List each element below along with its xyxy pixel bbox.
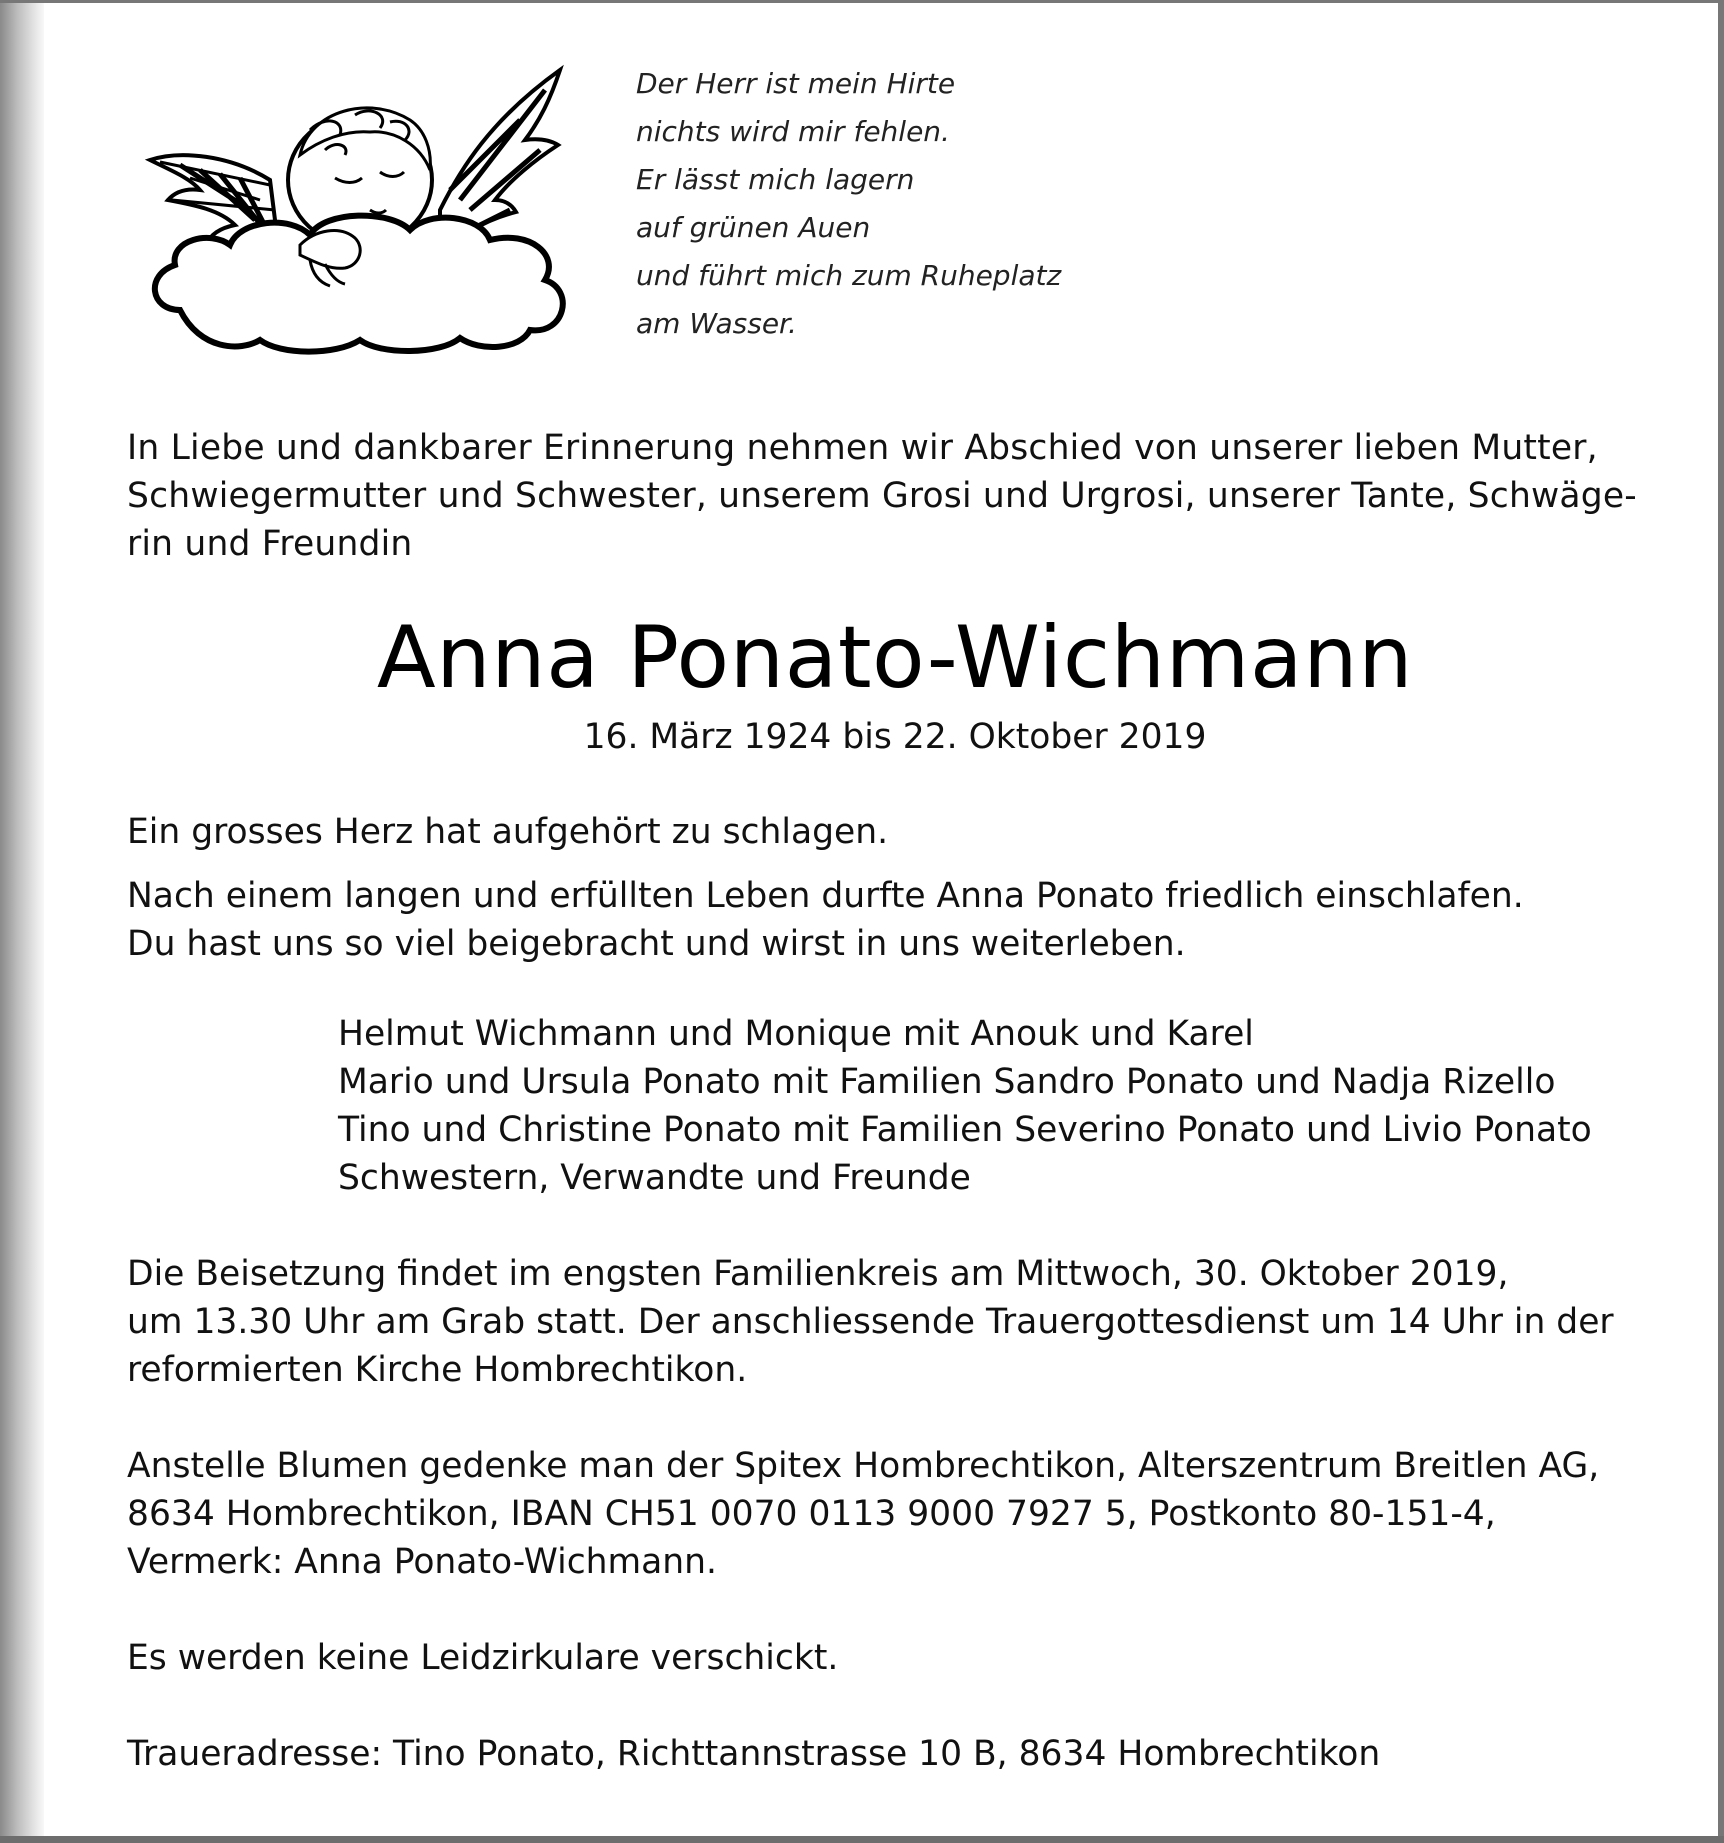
funeral-line: reformierten Kirche Hombrechtikon. [127,1350,748,1390]
funeral-line: um 13.30 Uhr am Grab statt. Der anschliessende Trauergottesdienst um 14 Uhr in der [127,1302,1614,1342]
life-dates: 16. März 1924 bis 22. Oktober 2019 [583,717,1207,757]
relatives-item: Tino und Christine Ponato mit Familien Severino Ponato und Livio Ponato [338,1110,1592,1150]
no-letters-notice: Es werden keine Leidzirkulare verschickt. [127,1638,839,1678]
relatives-item: Schwestern, Verwandte und Freunde [338,1158,971,1198]
intro-line: In Liebe und dankbarer Erinnerung nehmen wir Abschied von unserer lieben Mutter, [127,428,1598,468]
psalm-line: auf grünen Auen [636,211,871,244]
relatives-item: Mario und Ursula Ponato mit Familien Sandro Ponato und Nadja Rizello [338,1062,1556,1102]
funeral-line: Die Beisetzung findet im engsten Familienkreis am Mittwoch, 30. Oktober 2019, [127,1254,1509,1294]
frame-border-right [1718,0,1724,1843]
relatives-item: Helmut Wichmann und Monique mit Anouk und Karel [338,1014,1254,1054]
relatives-list [338,1010,1678,1202]
deceased-name: Anna Ponato-Wichmann [376,608,1414,708]
psalm-line: Er lässt mich lagern [636,163,915,196]
life-line: Du hast uns so viel beigebracht und wirst in uns weiterleben. [127,924,1186,964]
psalm-verse [636,60,1156,348]
donation-paragraph [127,1442,1657,1586]
psalm-line: Der Herr ist mein Hirte [636,67,956,100]
frame-border-top [0,0,1724,3]
heart-sentence: Ein grosses Herz hat aufgehört zu schlagen. [127,812,889,852]
intro-line: Schwiegermutter und Schwester, unserem Grosi und Urgrosi, unserer Tante, Schwäge- [127,476,1637,516]
psalm-line: nichts wird mir fehlen. [636,115,950,148]
mourning-address: Traueradresse: Tino Ponato, Richttannstrasse 10 B, 8634 Hombrechtikon [127,1734,1381,1774]
frame-border-bottom [0,1836,1724,1843]
intro-paragraph [127,424,1657,568]
donation-line: Vermerk: Anna Ponato-Wichmann. [127,1542,717,1582]
psalm-line: am Wasser. [636,307,797,340]
funeral-paragraph [127,1250,1657,1394]
donation-line: 8634 Hombrechtikon, IBAN CH51 0070 0113 9000 7927 5, Postkonto 80-151-4, [127,1494,1496,1534]
life-paragraph [127,872,1657,968]
life-line: Nach einem langen und erfüllten Leben durfte Anna Ponato friedlich einschlafen. [127,876,1524,916]
donation-line: Anstelle Blumen gedenke man der Spitex Hombrechtikon, Alterszentrum Breitlen AG, [127,1446,1600,1486]
angel-cloud-icon [140,60,580,360]
intro-line: rin und Freundin [127,524,413,564]
psalm-line: und führt mich zum Ruheplatz [636,259,1062,292]
page-shadow [0,0,44,1843]
